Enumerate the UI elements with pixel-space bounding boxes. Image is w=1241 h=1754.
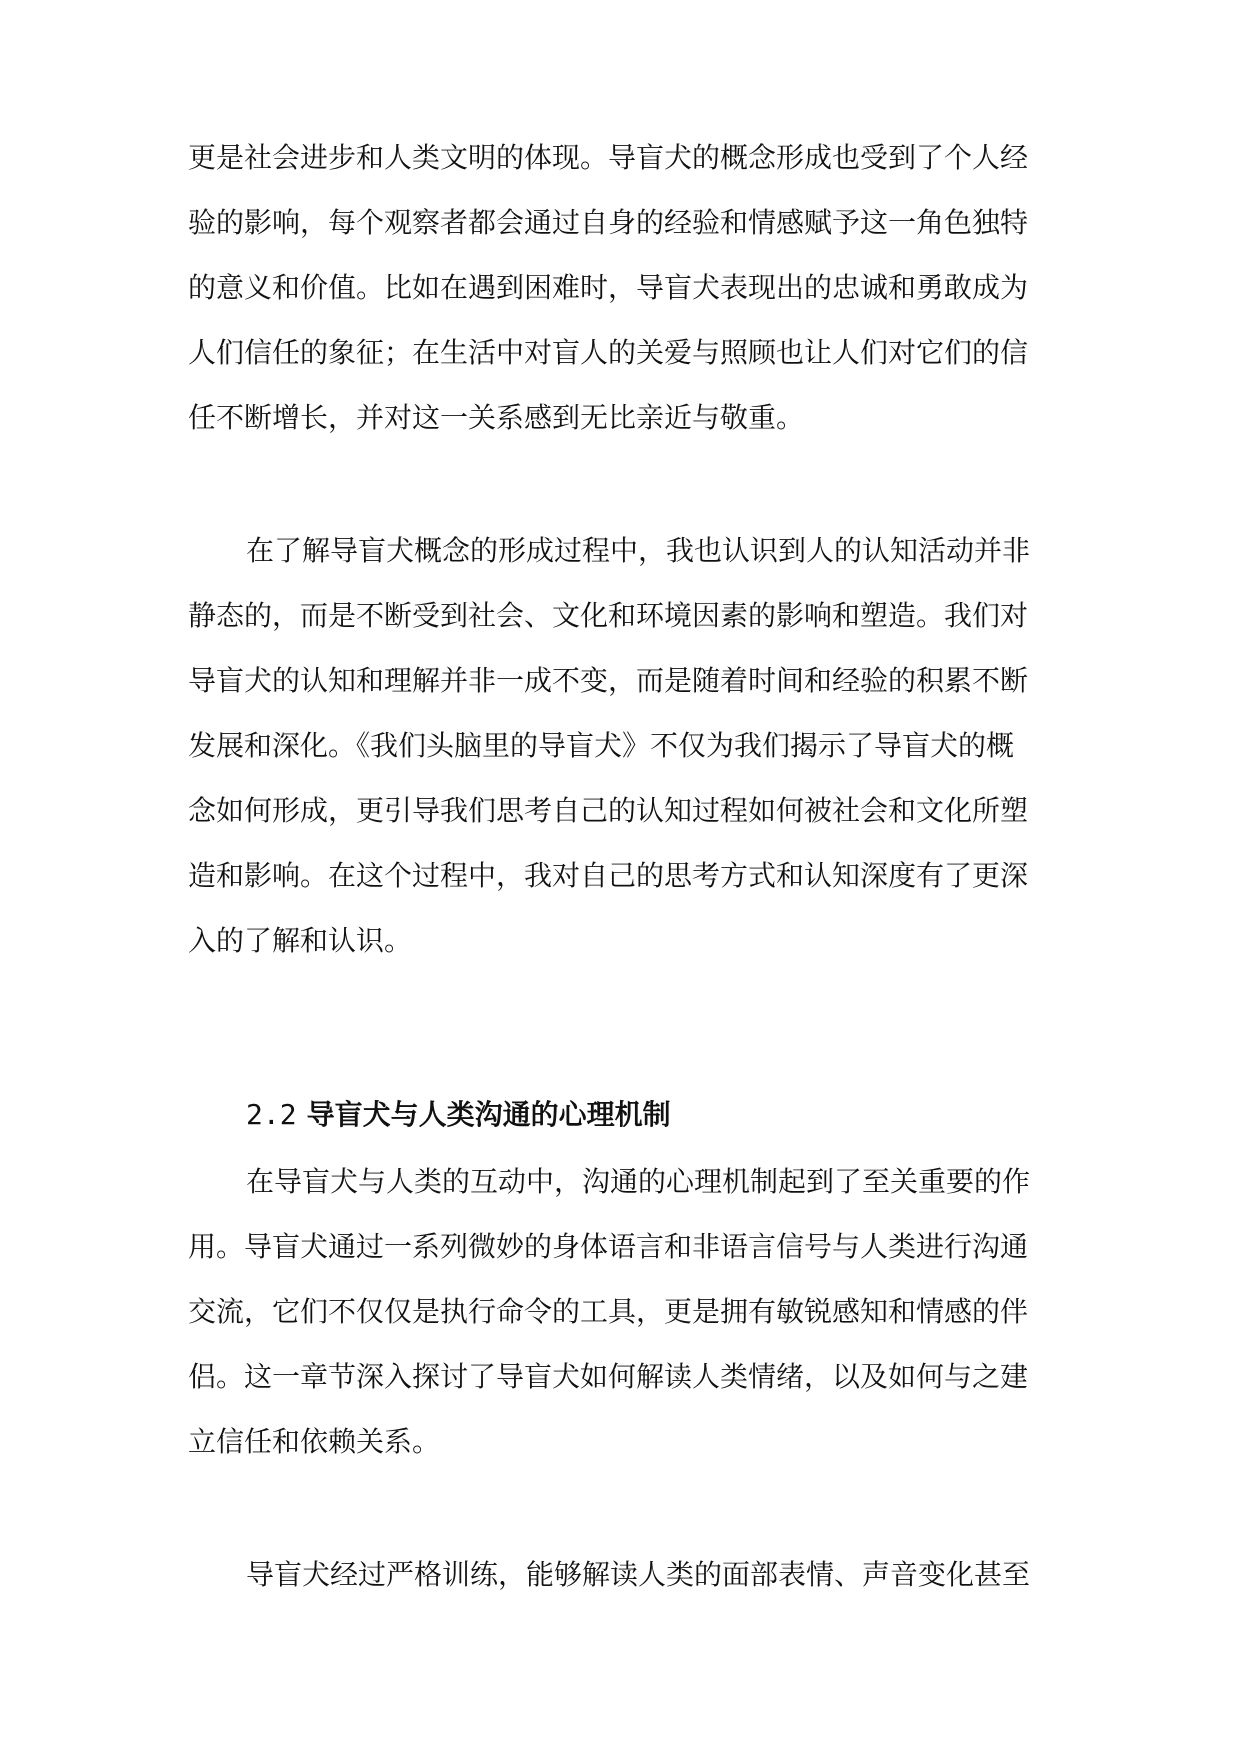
paragraph-line: 验的影响，每个观察者都会通过自身的经验和情感赋予这一角色独特 [188,206,1029,239]
paragraph-line: 导盲犬的认知和理解并非一成不变，而是随着时间和经验的积累不断 [188,664,1029,697]
paragraph-line: 在了解导盲犬概念的形成过程中，我也认识到人的认知活动并非 [246,534,1031,567]
paragraph-line: 人们信任的象征；在生活中对盲人的关爱与照顾也让人们对它们的信 [188,336,1029,369]
paragraph-line: 入的了解和认识。 [188,924,413,957]
paragraph-line: 念如何形成，更引导我们思考自己的认知过程如何被社会和文化所塑 [188,794,1029,827]
paragraph-line: 立信任和依赖关系。 [188,1425,441,1458]
paragraph-line: 更是社会进步和人类文明的体现。导盲犬的概念形成也受到了个人经 [188,141,1029,174]
paragraph-4 [188,1542,1058,1607]
paragraph-line: 任不断增长，并对这一关系感到无比亲近与敬重。 [188,401,805,434]
paragraph-2 [188,518,1058,973]
paragraph-line: 发展和深化。《我们头脑里的导盲犬》不仅为我们揭示了导盲犬的概 [188,729,1015,762]
paragraph-line: 在导盲犬与人类的互动中，沟通的心理机制起到了至关重要的作 [246,1165,1031,1198]
paragraph-line: 的意义和价值。比如在遇到困难时，导盲犬表现出的忠诚和勇敢成为 [188,271,1029,304]
paragraph-line: 造和影响。在这个过程中，我对自己的思考方式和认知深度有了更深 [188,859,1029,892]
paragraph-line: 交流，它们不仅仅是执行命令的工具，更是拥有敏锐感知和情感的伴 [188,1295,1029,1328]
paragraph-3 [188,1149,1058,1474]
paragraph-1 [188,125,1058,450]
paragraph-line: 用。导盲犬通过一系列微妙的身体语言和非语言信号与人类进行沟通 [188,1230,1029,1263]
paragraph-line: 侣。这一章节深入探讨了导盲犬如何解读人类情绪，以及如何与之建 [188,1360,1029,1393]
paragraph-line: 静态的，而是不断受到社会、文化和环境因素的影响和塑造。我们对 [188,599,1029,632]
paragraph-line: 导盲犬经过严格训练，能够解读人类的面部表情、声音变化甚至 [246,1558,1031,1591]
section-number: 2.2 [246,1098,297,1131]
section-heading [246,1089,671,1141]
section-title: 导盲犬与人类沟通的心理机制 [306,1098,671,1131]
